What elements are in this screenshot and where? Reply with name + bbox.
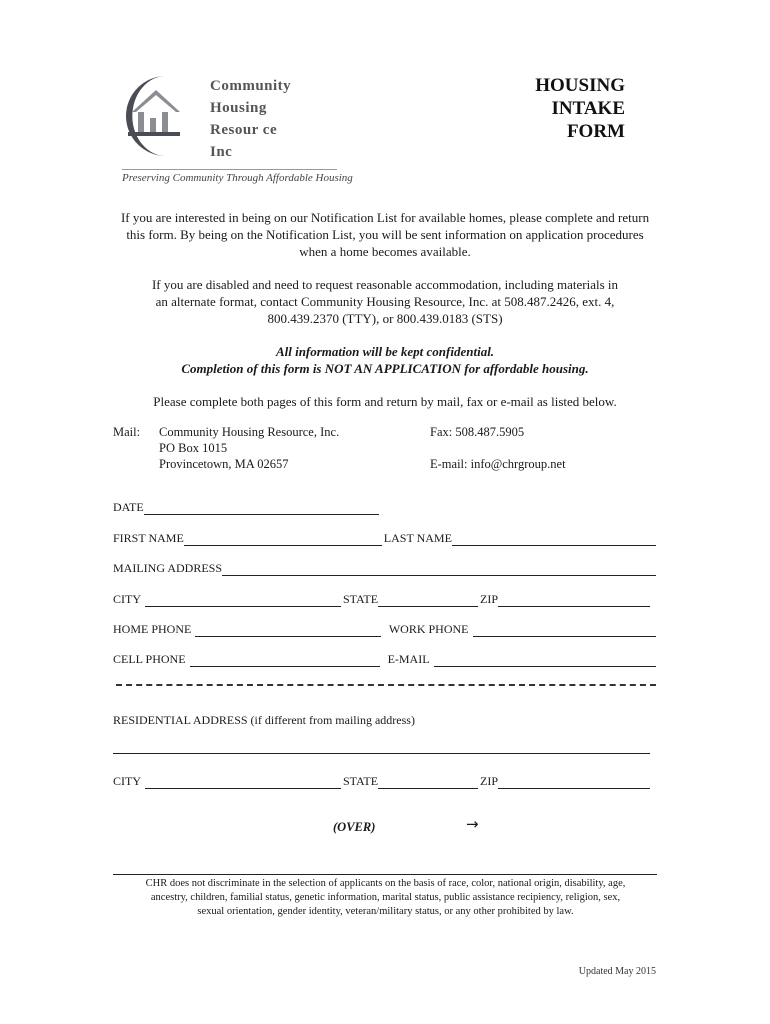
logo-icon: [108, 70, 188, 162]
nondiscrimination-line: sexual orientation, gender identity, veteran/military status, or any other prohibited by law.: [197, 906, 574, 917]
over-label: (OVER): [333, 820, 376, 834]
work-phone-input[interactable]: [473, 624, 657, 637]
work-phone-label: WORK PHONE: [388, 622, 469, 636]
cell-email-row: [113, 649, 658, 667]
residential-address-input[interactable]: [113, 752, 650, 754]
intro-paragraph-2-line: an alternate format, contact Community Housing Resource, Inc. at 508.487.2426, ext. 4,: [155, 294, 615, 309]
mail-address-line: Community Housing Resource, Inc.: [159, 425, 340, 439]
residential-address-row: [113, 710, 658, 728]
arrow-right-icon: →: [466, 815, 479, 833]
zip-input[interactable]: [498, 594, 650, 607]
nondiscrimination-line: ancestry, children, familial status, genetic information, marital status, public assistance recipiency, religion, sex,: [150, 892, 621, 903]
first-name-label: FIRST NAME: [113, 531, 184, 545]
fax-number: Fax: 508.487.5905: [430, 425, 525, 439]
org-name-line: Community: [210, 78, 292, 94]
intro-paragraph-2-line: 800.439.2370 (TTY), or 800.439.0183 (STS): [267, 311, 503, 326]
section-divider: [116, 684, 656, 690]
last-name-label: LAST NAME: [383, 531, 452, 545]
state-input-2[interactable]: [378, 776, 478, 789]
city-state-zip-row: [113, 589, 658, 607]
email-input[interactable]: [434, 654, 656, 667]
intro-paragraph-1: If you are interested in being on our Notification List for available homes, please complete and return this form. By being on the Notification List, you will be sent information on application procedures when a home becomes available.: [120, 210, 650, 259]
updated-date: Updated May 2015: [578, 966, 656, 977]
footer-divider: [113, 873, 657, 875]
contact-email: E-mail: info@chrgroup.net: [430, 457, 566, 471]
tagline-divider: [122, 169, 337, 170]
nondiscrimination-notice: [108, 877, 663, 919]
mailing-address-row: [113, 558, 658, 576]
city-input-2[interactable]: [145, 776, 341, 789]
org-name-line: Resour ce: [210, 122, 278, 138]
mailing-address-input[interactable]: [222, 563, 656, 576]
form-title-line: FORM: [566, 121, 625, 142]
mail-address-line: PO Box 1015: [159, 441, 228, 455]
tagline: Preserving Community Through Affordable Housing: [122, 172, 353, 184]
home-phone-label: HOME PHONE: [113, 622, 192, 636]
nondiscrimination-line: CHR does not discriminate in the selection of applicants on the basis of race, color, national origin, disability, age,: [145, 878, 626, 889]
form-title-line: HOUSING: [535, 75, 625, 96]
org-name-line: Inc: [210, 144, 233, 160]
zip-label-2: ZIP: [480, 774, 499, 788]
state-label-2: STATE: [343, 774, 379, 788]
last-name-input[interactable]: [452, 533, 656, 546]
org-name-line: Housing: [210, 100, 267, 116]
form-title-line: INTAKE: [551, 98, 625, 119]
cell-phone-label: CELL PHONE: [113, 652, 186, 666]
date-input[interactable]: [144, 502, 379, 515]
intro-paragraph-2: [104, 276, 666, 327]
email-label: E-MAIL: [387, 652, 430, 666]
first-name-input[interactable]: [184, 533, 382, 546]
zip-input-2[interactable]: [498, 776, 650, 789]
mail-address: [159, 424, 339, 472]
home-phone-input[interactable]: [195, 624, 380, 637]
date-label: DATE: [113, 500, 144, 514]
cell-phone-input[interactable]: [190, 654, 380, 667]
org-name: [210, 75, 291, 163]
name-row: [113, 528, 658, 546]
state-label: STATE: [343, 592, 379, 606]
residential-address-label: RESIDENTIAL ADDRESS (if different from mailing address): [113, 713, 415, 727]
mailing-address-label: MAILING ADDRESS: [113, 561, 223, 575]
city-label: CITY: [113, 592, 141, 606]
date-row: [113, 497, 658, 515]
form-title: [500, 74, 625, 143]
mail-label: Mail:: [113, 425, 141, 439]
intro-paragraph-2-line: If you are disabled and need to request reasonable accommodation, including materials in: [151, 277, 619, 292]
not-application-notice: Completion of this form is NOT AN APPLICATION for affordable housing.: [181, 361, 589, 376]
zip-label: ZIP: [480, 592, 499, 606]
city-state-zip-row-2: [113, 771, 658, 789]
city-label-2: CITY: [113, 774, 141, 788]
instructions: Please complete both pages of this form and return by mail, fax or e-mail as listed below.: [153, 394, 617, 409]
phone-row: [113, 619, 658, 637]
state-input[interactable]: [378, 594, 478, 607]
confidential-notice: All information will be kept confidential.: [275, 344, 495, 359]
city-input[interactable]: [145, 594, 341, 607]
mail-address-line: Provincetown, MA 02657: [159, 457, 289, 471]
